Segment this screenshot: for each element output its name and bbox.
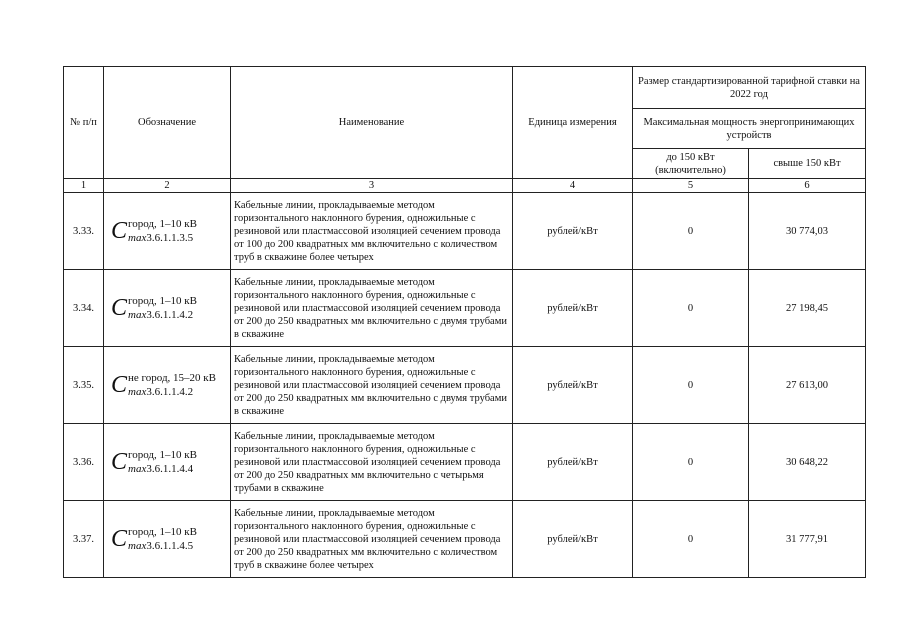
formula-subscript: 3.6.1.1.4.2 (146, 309, 194, 321)
unit-cell: рублей/кВт (513, 424, 633, 501)
rate-over-150-cell: 30 648,22 (749, 424, 866, 501)
header-rate-group: Размер стандартизированной тарифной ставки на 2022 год (633, 67, 866, 109)
formula-max: max (128, 463, 147, 475)
formula-subscript: 3.6.1.1.4.4 (146, 463, 194, 475)
tariff-formula (107, 294, 227, 322)
formula-symbol: C (111, 526, 128, 552)
formula-max: max (128, 540, 147, 552)
designation-cell (104, 270, 231, 347)
table-row (64, 193, 866, 270)
name-cell: Кабельные линии, прокладываемые методом горизонтального наклонного бурения, одножильные с резиновой или пластмассовой изоляцией сечением провода от 200 до 250 квадратных мм включительно с двумя трубами в скважине (231, 270, 513, 347)
formula-max: max (128, 386, 147, 398)
rate-over-150-cell: 30 774,03 (749, 193, 866, 270)
formula-subscript: 3.6.1.1.4.5 (146, 540, 194, 552)
designation-cell (104, 424, 231, 501)
name-cell: Кабельные линии, прокладываемые методом горизонтального наклонного бурения, одножильные с резиновой или пластмассовой изоляцией сечением провода от 200 до 250 квадратных мм включительно с четырьмя трубами в скважине (231, 424, 513, 501)
unit-cell: рублей/кВт (513, 193, 633, 270)
header-num: № п/п (64, 67, 104, 179)
formula-max: max (128, 232, 147, 244)
tariff-formula (107, 525, 227, 553)
rate-upto-150-cell: 0 (633, 193, 749, 270)
rate-upto-150-cell: 0 (633, 424, 749, 501)
unit-cell: рублей/кВт (513, 270, 633, 347)
row-number: 3.36. (64, 424, 104, 501)
rate-upto-150-cell: 0 (633, 347, 749, 424)
designation-cell (104, 347, 231, 424)
row-number: 3.33. (64, 193, 104, 270)
formula-symbol: C (111, 449, 128, 475)
formula-symbol: C (111, 372, 128, 398)
header-unit: Единица измерения (513, 67, 633, 179)
unit-cell: рублей/кВт (513, 347, 633, 424)
table-row (64, 270, 866, 347)
header-designation: Обозначение (104, 67, 231, 179)
name-cell: Кабельные линии, прокладываемые методом горизонтального наклонного бурения, одножильные с резиновой или пластмассовой изоляцией сечением провода от 100 до 200 квадратных мм включительно с количеством труб в скважине более четырех (231, 193, 513, 270)
name-cell: Кабельные линии, прокладываемые методом горизонтального наклонного бурения, одножильные с резиновой или пластмассовой изоляцией сечением провода от 200 до 250 квадратных мм включительно с количеством труб в скважине более четырех (231, 501, 513, 578)
rate-upto-150-cell: 0 (633, 501, 749, 578)
rate-upto-150-cell: 0 (633, 270, 749, 347)
header-col6: свыше 150 кВт (749, 149, 866, 179)
row-number: 3.37. (64, 501, 104, 578)
row-number: 3.35. (64, 347, 104, 424)
formula-superscript: город, 1–10 кВ (128, 295, 197, 307)
table-row (64, 424, 866, 501)
designation-cell (104, 501, 231, 578)
formula-superscript: город, 1–10 кВ (128, 449, 197, 461)
formula-subscript: 3.6.1.1.4.2 (146, 386, 194, 398)
formula-superscript: город, 1–10 кВ (128, 218, 197, 230)
formula-symbol: C (111, 218, 128, 244)
column-number: 3 (231, 179, 513, 193)
row-number: 3.34. (64, 270, 104, 347)
rate-over-150-cell: 27 198,45 (749, 270, 866, 347)
unit-cell: рублей/кВт (513, 501, 633, 578)
formula-subscript: 3.6.1.1.3.5 (146, 232, 194, 244)
name-cell: Кабельные линии, прокладываемые методом горизонтального наклонного бурения, одножильные с резиновой или пластмассовой изоляцией сечением провода от 200 до 250 квадратных мм включительно с двумя трубами в скважине (231, 347, 513, 424)
column-number: 6 (749, 179, 866, 193)
formula-superscript: не город, 15–20 кВ (128, 372, 216, 384)
column-number: 5 (633, 179, 749, 193)
formula-symbol: C (111, 295, 128, 321)
header-power-group: Максимальная мощность энергопринимающих устройств (633, 109, 866, 149)
designation-cell (104, 193, 231, 270)
column-number: 2 (104, 179, 231, 193)
rate-over-150-cell: 31 777,91 (749, 501, 866, 578)
table-row (64, 347, 866, 424)
tariff-formula (107, 448, 227, 476)
header-col5: до 150 кВт (включительно) (633, 149, 749, 179)
tariff-formula (107, 217, 227, 245)
formula-superscript: город, 1–10 кВ (128, 526, 197, 538)
tariff-table (63, 66, 866, 578)
tariff-formula (107, 371, 227, 399)
column-number: 1 (64, 179, 104, 193)
formula-max: max (128, 309, 147, 321)
table-row (64, 501, 866, 578)
rate-over-150-cell: 27 613,00 (749, 347, 866, 424)
column-number-row (64, 179, 866, 193)
column-number: 4 (513, 179, 633, 193)
header-name: Наименование (231, 67, 513, 179)
